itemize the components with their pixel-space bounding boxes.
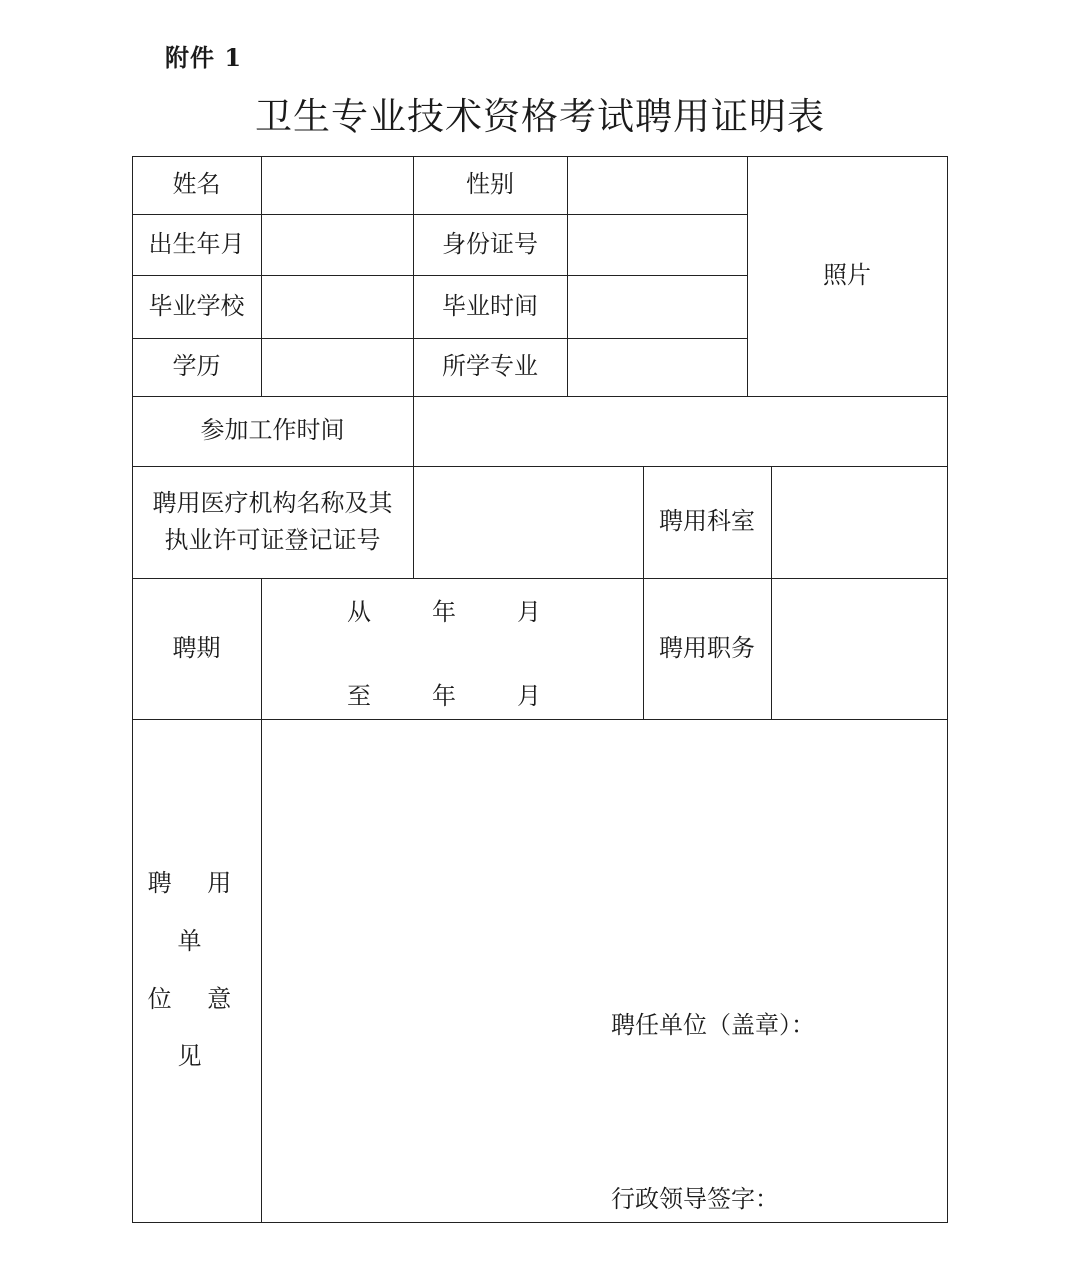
position-label: 聘用职务 — [659, 633, 755, 662]
birth-date-field[interactable] — [261, 214, 413, 275]
department-label: 聘用科室 — [659, 507, 755, 536]
name-field[interactable] — [261, 156, 413, 214]
photo-box[interactable]: 照片 — [823, 261, 871, 290]
graduation-time-label: 毕业时间 — [442, 291, 538, 320]
table-border-bottom — [132, 1222, 948, 1223]
term-to-line: 至 年 月 — [347, 682, 542, 710]
seal-label: 聘任单位（盖章）： — [611, 1011, 815, 1039]
institution-label-line1: 聘用医疗机构名称及其 — [152, 488, 393, 517]
opinion-label-line2: 位 意 见 — [147, 984, 246, 1071]
major-field[interactable] — [567, 338, 747, 396]
work-start-label: 参加工作时间 — [200, 416, 345, 445]
school-label: 毕业学校 — [148, 291, 245, 320]
institution-field[interactable] — [413, 466, 643, 578]
gender-label: 性别 — [466, 170, 514, 199]
gender-field[interactable] — [567, 156, 747, 214]
department-field[interactable] — [771, 466, 947, 578]
opinion-label — [132, 719, 261, 1222]
id-number-label: 身份证号 — [442, 229, 538, 258]
opinion-field[interactable] — [261, 719, 947, 1222]
graduation-time-field[interactable] — [567, 275, 747, 338]
major-label: 所学专业 — [442, 352, 538, 381]
institution-label — [132, 466, 413, 578]
term-field[interactable] — [261, 578, 643, 719]
education-field[interactable] — [261, 338, 413, 396]
attachment-label: 附件 1 — [165, 43, 243, 72]
signature-label: 行政领导签字： — [611, 1185, 779, 1213]
opinion-label-line1: 聘 用 单 — [147, 869, 246, 955]
term-label: 聘期 — [172, 633, 221, 662]
school-field[interactable] — [261, 275, 413, 338]
position-field[interactable] — [771, 578, 947, 719]
name-label: 姓名 — [172, 170, 221, 199]
table-border-right — [947, 156, 948, 1222]
term-from-line: 从 年 月 — [347, 598, 542, 626]
work-start-field[interactable] — [413, 396, 947, 466]
education-label: 学历 — [172, 352, 221, 381]
birth-date-label: 出生年月 — [148, 229, 245, 258]
id-number-field[interactable] — [567, 214, 747, 275]
institution-label-line2: 执业许可证登记证号 — [164, 526, 381, 554]
form-title: 卫生专业技术资格考试聘用证明表 — [255, 95, 825, 138]
